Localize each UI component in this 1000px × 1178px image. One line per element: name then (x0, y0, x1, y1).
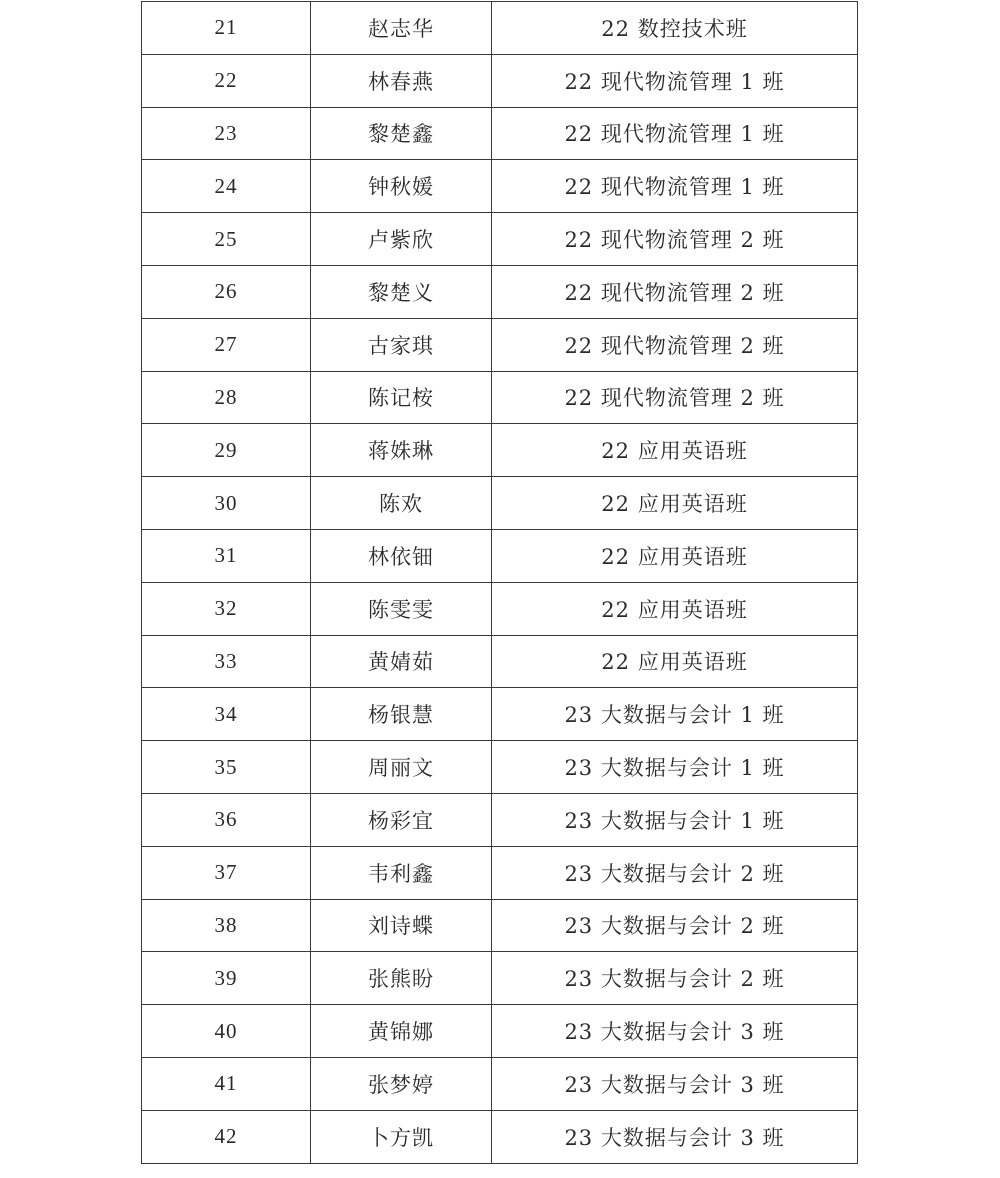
roster-table-body (142, 2, 858, 1164)
row-number-cell: 30 (142, 477, 311, 530)
class-name-cell: 22 应用英语班 (492, 424, 858, 477)
class-name-cell: 22 现代物流管理 2 班 (492, 213, 858, 266)
table-row (142, 1005, 858, 1058)
table-row (142, 1110, 858, 1163)
student-name-cell: 陈雯雯 (311, 582, 492, 635)
class-name-cell: 22 应用英语班 (492, 529, 858, 582)
row-number-cell: 21 (142, 2, 311, 55)
class-name-cell: 23 大数据与会计 2 班 (492, 899, 858, 952)
table-row (142, 793, 858, 846)
row-number-cell: 23 (142, 107, 311, 160)
student-name-cell: 张梦婷 (311, 1057, 492, 1110)
class-name-cell: 23 大数据与会计 2 班 (492, 952, 858, 1005)
student-name-cell: 陈记桉 (311, 371, 492, 424)
table-row (142, 213, 858, 266)
class-name-cell: 23 大数据与会计 3 班 (492, 1110, 858, 1163)
table-row (142, 635, 858, 688)
row-number-cell: 26 (142, 265, 311, 318)
class-name-cell: 23 大数据与会计 3 班 (492, 1057, 858, 1110)
row-number-cell: 41 (142, 1057, 311, 1110)
student-name-cell: 刘诗蝶 (311, 899, 492, 952)
class-name-cell: 22 现代物流管理 2 班 (492, 371, 858, 424)
student-name-cell: 林依钿 (311, 529, 492, 582)
table-row (142, 107, 858, 160)
table-row (142, 582, 858, 635)
row-number-cell: 25 (142, 213, 311, 266)
student-name-cell: 周丽文 (311, 741, 492, 794)
student-name-cell: 韦利鑫 (311, 846, 492, 899)
class-name-cell: 22 应用英语班 (492, 582, 858, 635)
student-name-cell: 卢紫欣 (311, 213, 492, 266)
student-roster-table (141, 1, 858, 1164)
table-row (142, 688, 858, 741)
student-name-cell: 古家琪 (311, 318, 492, 371)
class-name-cell: 22 应用英语班 (492, 477, 858, 530)
class-name-cell: 23 大数据与会计 2 班 (492, 846, 858, 899)
student-name-cell: 张熊盼 (311, 952, 492, 1005)
class-name-cell: 22 现代物流管理 1 班 (492, 160, 858, 213)
student-name-cell: 陈欢 (311, 477, 492, 530)
table-row (142, 846, 858, 899)
table-row (142, 899, 858, 952)
student-name-cell: 黄婧茹 (311, 635, 492, 688)
student-name-cell: 赵志华 (311, 2, 492, 55)
student-name-cell: 钟秋媛 (311, 160, 492, 213)
class-name-cell: 23 大数据与会计 1 班 (492, 793, 858, 846)
class-name-cell: 22 应用英语班 (492, 635, 858, 688)
student-name-cell: 杨银慧 (311, 688, 492, 741)
table-row (142, 952, 858, 1005)
table-row (142, 160, 858, 213)
row-number-cell: 24 (142, 160, 311, 213)
table-row (142, 741, 858, 794)
class-name-cell: 23 大数据与会计 1 班 (492, 741, 858, 794)
table-row (142, 424, 858, 477)
row-number-cell: 38 (142, 899, 311, 952)
class-name-cell: 22 数控技术班 (492, 2, 858, 55)
table-row (142, 529, 858, 582)
row-number-cell: 32 (142, 582, 311, 635)
table-row (142, 54, 858, 107)
table-row (142, 1057, 858, 1110)
class-name-cell: 22 现代物流管理 1 班 (492, 107, 858, 160)
table-row (142, 2, 858, 55)
student-name-cell: 蒋姝琳 (311, 424, 492, 477)
row-number-cell: 37 (142, 846, 311, 899)
row-number-cell: 42 (142, 1110, 311, 1163)
student-name-cell: 林春燕 (311, 54, 492, 107)
class-name-cell: 22 现代物流管理 2 班 (492, 265, 858, 318)
student-name-cell: 杨彩宜 (311, 793, 492, 846)
row-number-cell: 33 (142, 635, 311, 688)
class-name-cell: 22 现代物流管理 1 班 (492, 54, 858, 107)
table-row (142, 265, 858, 318)
table-row (142, 477, 858, 530)
student-name-cell: 黎楚义 (311, 265, 492, 318)
class-name-cell: 23 大数据与会计 1 班 (492, 688, 858, 741)
row-number-cell: 29 (142, 424, 311, 477)
row-number-cell: 35 (142, 741, 311, 794)
row-number-cell: 40 (142, 1005, 311, 1058)
student-name-cell: 黎楚鑫 (311, 107, 492, 160)
table-row (142, 318, 858, 371)
row-number-cell: 22 (142, 54, 311, 107)
student-name-cell: 卜方凯 (311, 1110, 492, 1163)
row-number-cell: 36 (142, 793, 311, 846)
row-number-cell: 39 (142, 952, 311, 1005)
row-number-cell: 28 (142, 371, 311, 424)
row-number-cell: 27 (142, 318, 311, 371)
row-number-cell: 31 (142, 529, 311, 582)
row-number-cell: 34 (142, 688, 311, 741)
class-name-cell: 23 大数据与会计 3 班 (492, 1005, 858, 1058)
student-name-cell: 黄锦娜 (311, 1005, 492, 1058)
table-row (142, 371, 858, 424)
class-name-cell: 22 现代物流管理 2 班 (492, 318, 858, 371)
